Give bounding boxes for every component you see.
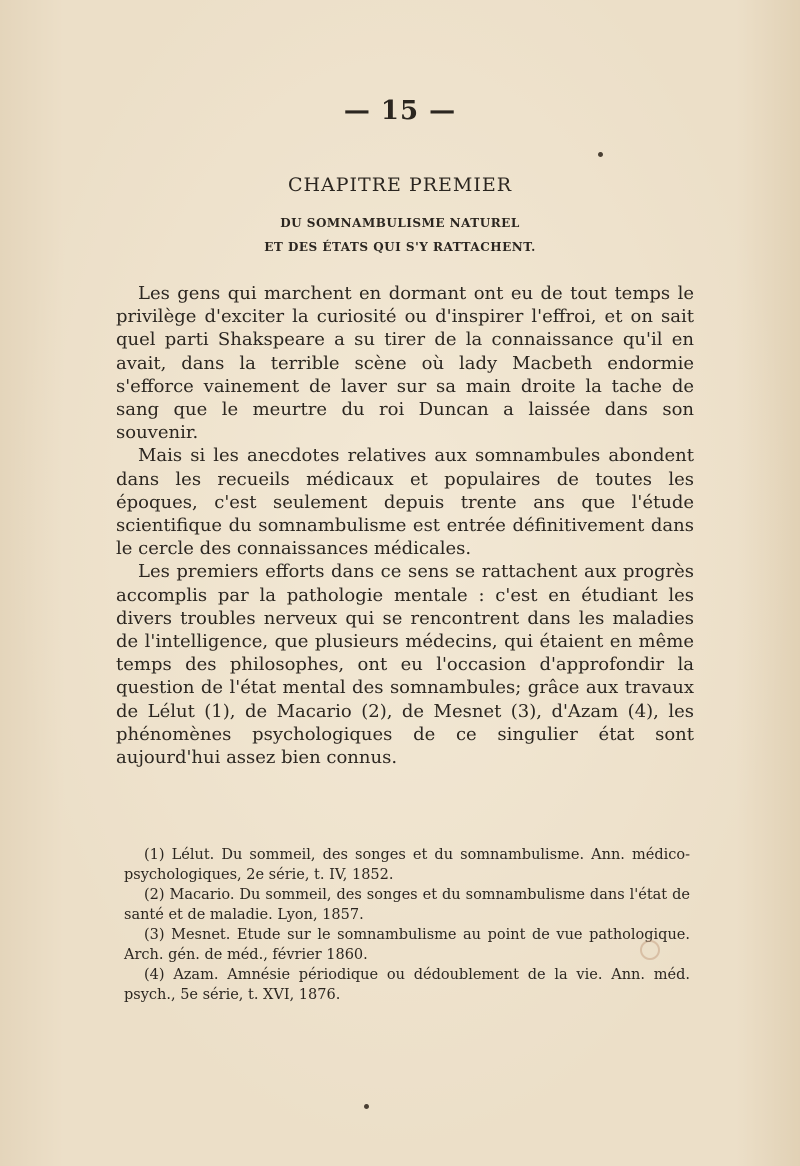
paragraph: Mais si les anecdotes relatives aux somnambules abondent dans les recueils médicaux et populaires de toutes les époques, c'est seulement depuis trente ans que l'étude scientifique du somnambulisme est entrée définitivement dans le cercle des connaissances médicales.	[116, 445, 694, 560]
page-number: — 15 —	[343, 96, 457, 126]
body-text	[116, 282, 694, 769]
paragraph: Les premiers efforts dans ce sens se rattachent aux progrès accomplis par la pathologie mentale : c'est en étudiant les divers troubles nerveux qui se rencontrent dans les maladies de l'intelligence, que plusieurs médecins, qui étaient en même temps des philosophes, ont eu l'occasion d'approfondir la question de l'état mental des somnambules; grâce aux travaux de Lélut (1), de Macario (2), de Mesnet (3), d'Azam (4), les phénomènes psychologiques de ce singulier état sont aujourd'hui assez bien connus.	[116, 561, 694, 769]
paragraph: Les gens qui marchent en dormant ont eu de tout temps le privilège d'exciter la curiosité ou d'inspirer l'effroi, et on sait quel parti Shakspeare a su tirer de la connaissance qu'il en avait, dans la terrible scène où lady Macbeth endormie s'efforce vainement de laver sur sa main droite la tache de sang que le meurtre du roi Duncan a laissée dans son souvenir.	[116, 283, 694, 444]
footnote: (1) Lélut. Du sommeil, des songes et du somnambulisme. Ann. médico-psychologiques, 2e série, t. IV, 1852.	[124, 847, 690, 883]
chapter-title: CHAPITRE PREMIER	[287, 174, 513, 196]
chapter-subtitle-line-1: DU SOMNAMBULISME NATUREL	[280, 216, 520, 230]
footnote: (4) Azam. Amnésie périodique ou dédoublement de la vie. Ann. méd. psych., 5e série, t. XVI, 1876.	[124, 967, 690, 1003]
ink-speck	[598, 152, 603, 157]
ink-speck	[364, 1104, 369, 1109]
footnote: (2) Macario. Du sommeil, des songes et du somnambulisme dans l'état de santé et de maladie. Lyon, 1857.	[124, 887, 690, 923]
footnote: (3) Mesnet. Etude sur le somnambulisme au point de vue pathologique. Arch. gén. de méd., février 1860.	[124, 927, 690, 963]
paper-stain	[640, 940, 660, 960]
chapter-subtitle-line-2: ET DES ÉTATS QUI S'Y RATTACHENT.	[264, 240, 536, 254]
footnotes	[124, 845, 690, 1005]
